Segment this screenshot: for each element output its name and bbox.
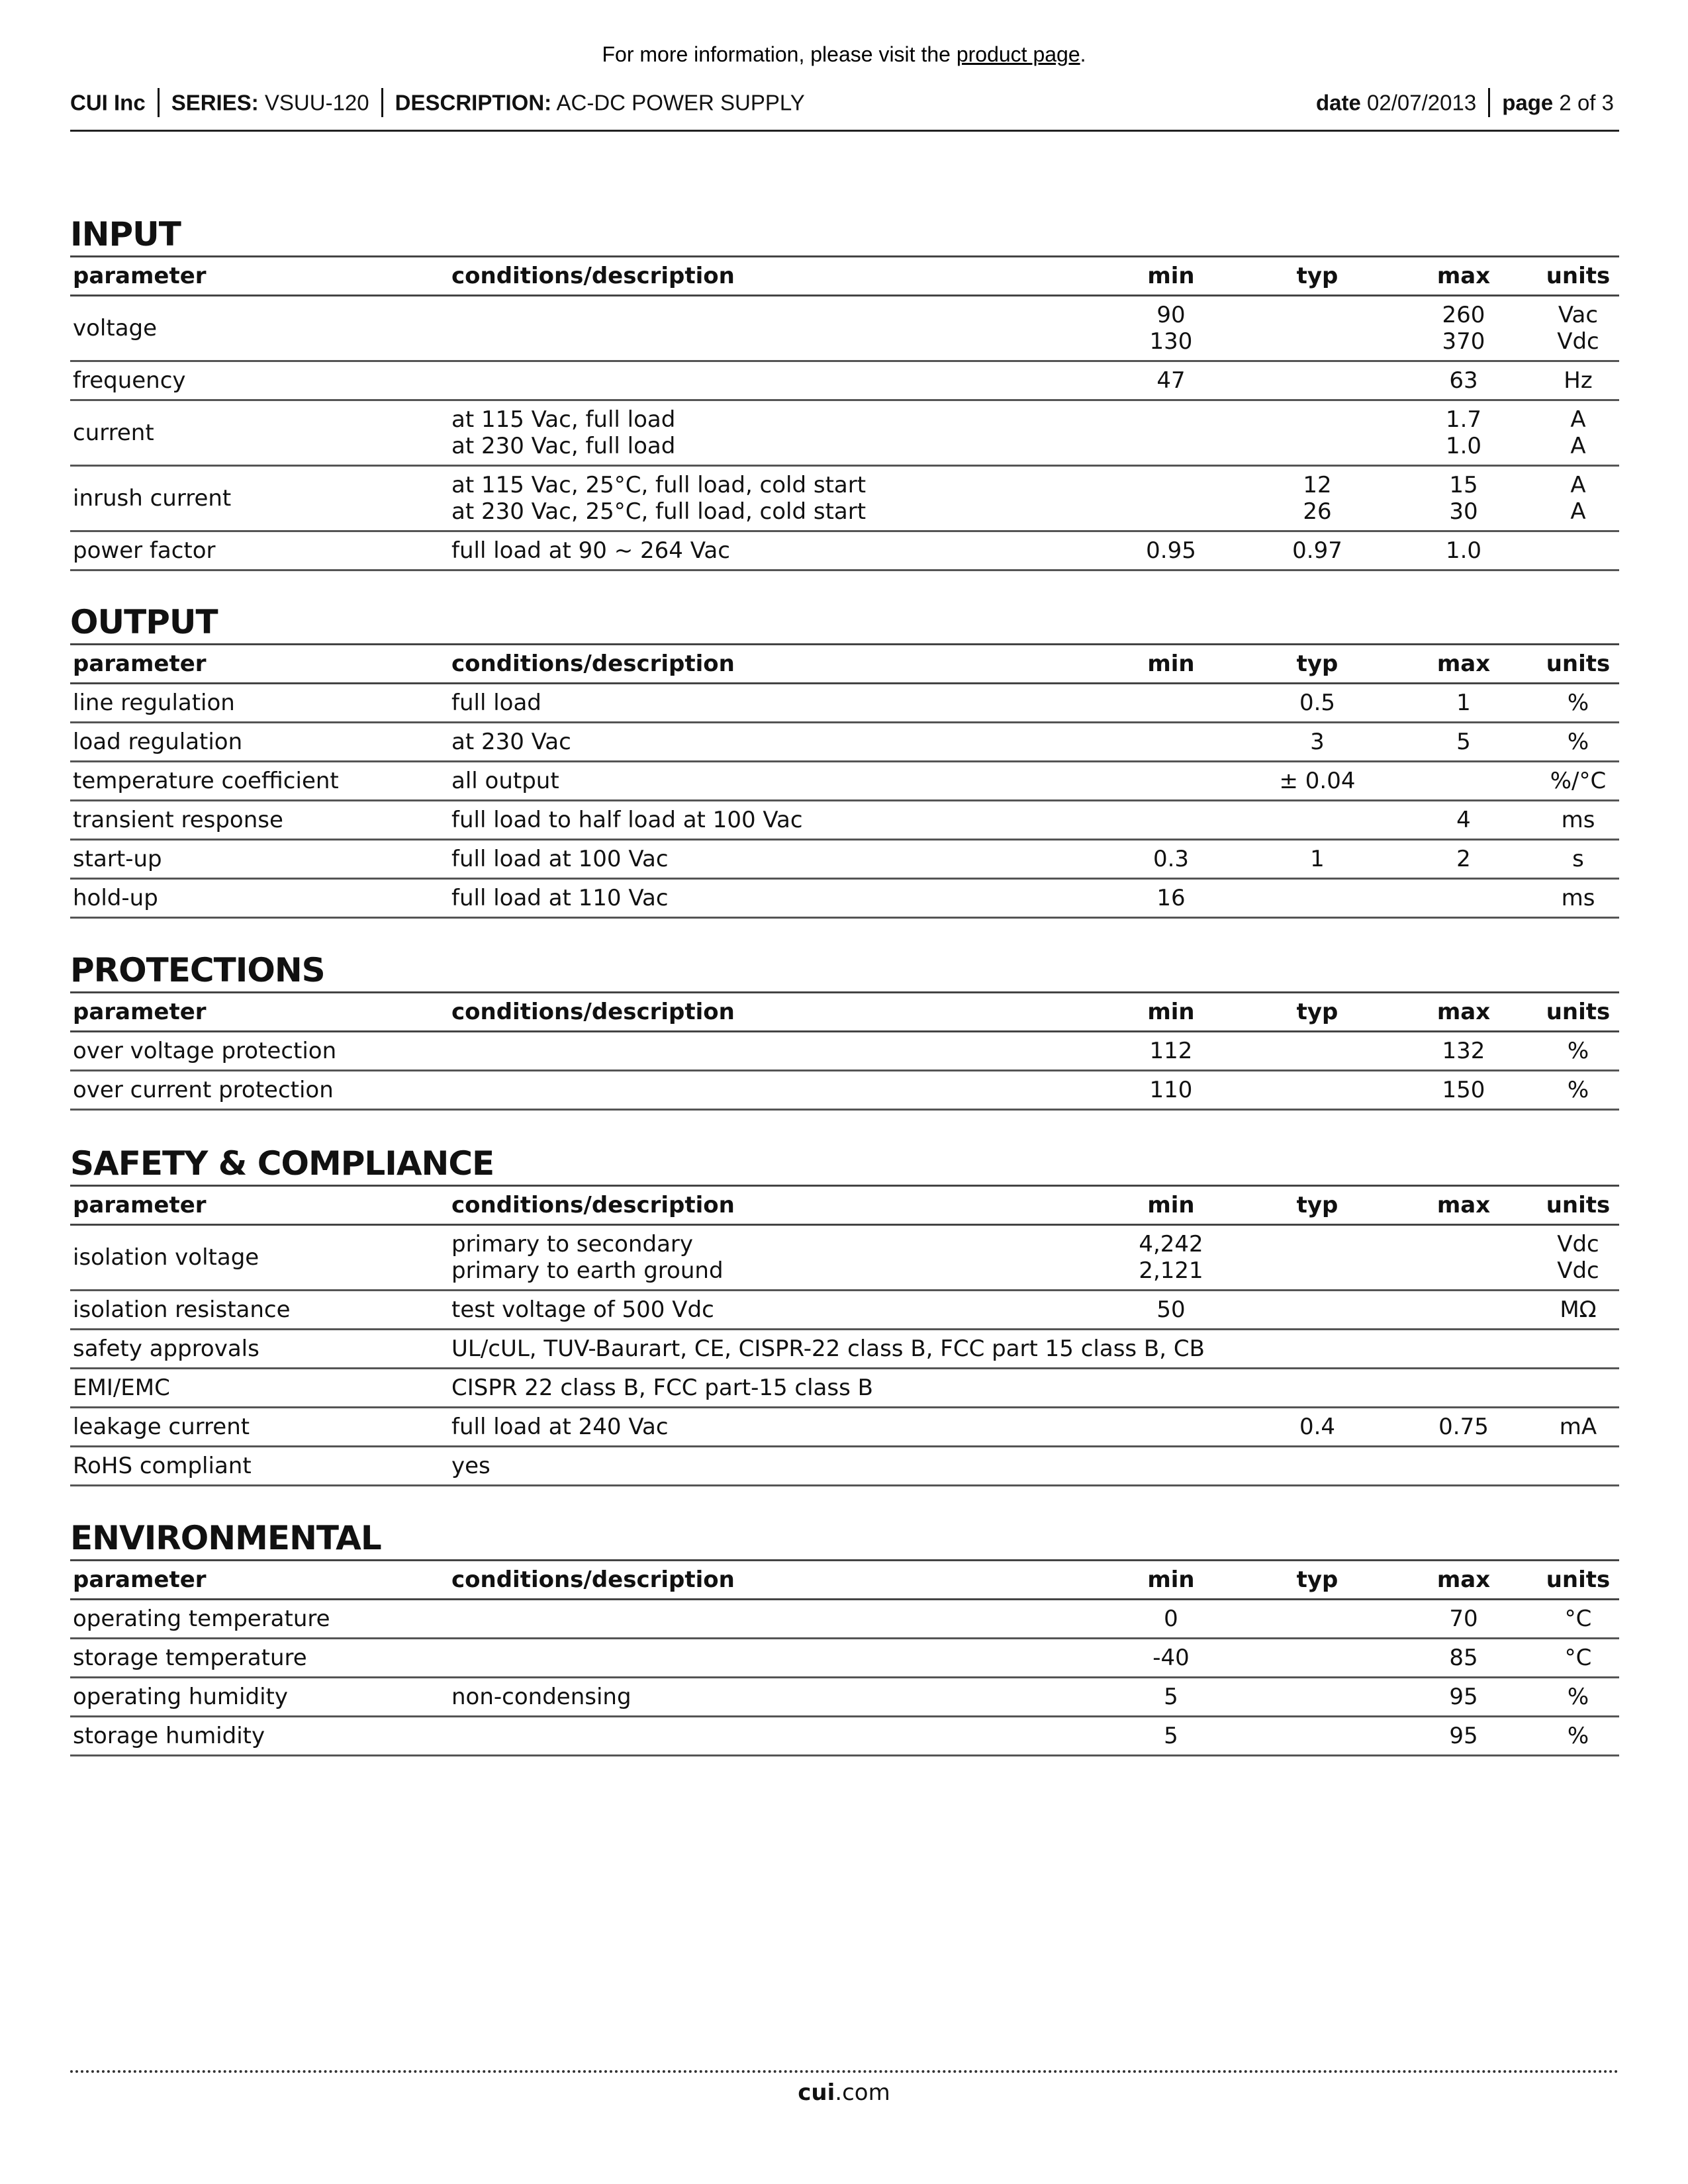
- typ-cell: 0.5: [1299, 690, 1336, 716]
- column-header: parameter: [73, 999, 207, 1025]
- units-cell: [1537, 466, 1619, 531]
- column-header: min: [1147, 263, 1195, 289]
- min-cell: [1098, 1369, 1244, 1408]
- column-header: max: [1436, 1567, 1491, 1593]
- conditions-cell: [449, 1639, 1098, 1678]
- table-row: [70, 840, 1619, 879]
- output-section: [70, 601, 1619, 919]
- column-header: typ: [1296, 651, 1338, 677]
- column-header: conditions/description: [451, 263, 735, 289]
- parameter-cell: load regulation: [73, 729, 243, 755]
- column-header: parameter: [73, 651, 207, 677]
- header-separator: [158, 88, 160, 117]
- cell-line: [1100, 433, 1242, 459]
- conditions-cell: CISPR 22 class B, FCC part-15 class B: [451, 1375, 873, 1401]
- column-header: conditions/description: [451, 1567, 735, 1593]
- conditions-cell: [449, 1225, 1098, 1291]
- typ-cell: [1244, 1447, 1390, 1486]
- page-label: page: [1502, 90, 1554, 115]
- parameter-cell: voltage: [73, 315, 158, 341]
- units-cell: ms: [1561, 807, 1595, 833]
- units-cell: Hz: [1564, 367, 1593, 394]
- cell-line: 15: [1449, 472, 1478, 498]
- max-cell: [1390, 466, 1537, 531]
- protections-section: [70, 949, 1619, 1111]
- product-page-link[interactable]: product page: [956, 42, 1080, 66]
- conditions-cell: [449, 1071, 1098, 1110]
- min-cell: 0.3: [1152, 846, 1190, 872]
- conditions-cell: [449, 361, 1098, 400]
- units-cell: °C: [1564, 1645, 1592, 1671]
- min-cell: [1098, 1225, 1244, 1291]
- units-cell: %: [1567, 1723, 1589, 1749]
- parameter-cell: EMI/EMC: [73, 1375, 170, 1401]
- series-value: VSUU-120: [264, 90, 369, 115]
- conditions-cell: full load at 240 Vac: [451, 1414, 669, 1440]
- min-cell: [1098, 296, 1244, 361]
- cell-line: 90: [1156, 302, 1186, 328]
- units-cell: [1537, 1447, 1619, 1486]
- typ-cell: [1244, 400, 1390, 466]
- parameter-cell: leakage current: [73, 1414, 250, 1440]
- conditions-cell: full load: [451, 690, 541, 716]
- parameter-cell: storage humidity: [73, 1723, 265, 1749]
- max-cell: [1390, 1225, 1537, 1291]
- min-cell: 5: [1164, 1684, 1178, 1710]
- column-header: max: [1436, 263, 1491, 289]
- safety-section-title: SAFETY & COMPLIANCE: [70, 1144, 494, 1183]
- parameter-cell: RoHS compliant: [73, 1453, 252, 1479]
- table-header-row: [70, 1561, 1619, 1600]
- column-header: conditions/description: [451, 651, 735, 677]
- table-row: [70, 1225, 1619, 1291]
- table-row: [70, 1447, 1619, 1486]
- units-cell: mA: [1559, 1414, 1597, 1440]
- typ-cell: [1244, 296, 1390, 361]
- typ-cell: [1244, 1225, 1390, 1291]
- cell-line: [451, 302, 1095, 328]
- units-cell: MΩ: [1560, 1297, 1597, 1323]
- footer-domain: .com: [835, 2079, 890, 2106]
- parameter-cell: inrush current: [73, 485, 232, 512]
- column-header: min: [1147, 1192, 1195, 1218]
- column-header: conditions/description: [451, 1192, 735, 1218]
- units-cell: [1537, 1225, 1619, 1291]
- cell-line: Vdc: [1557, 1257, 1599, 1284]
- conditions-cell: UL/cUL, TUV-Baurart, CE, CISPR-22 class B, FCC part 15 class B, CB: [451, 1336, 1205, 1362]
- column-header: units: [1546, 263, 1611, 289]
- column-header: min: [1147, 651, 1195, 677]
- input-spec-table: [70, 255, 1619, 571]
- max-cell: [1390, 400, 1537, 466]
- cell-line: [1247, 1231, 1387, 1257]
- document-header: [70, 90, 1619, 123]
- parameter-cell: storage temperature: [73, 1645, 307, 1671]
- date-label: date: [1316, 90, 1361, 115]
- max-cell: 150: [1442, 1077, 1485, 1103]
- conditions-cell: [449, 1600, 1098, 1639]
- cell-line: [1247, 406, 1387, 433]
- column-header: max: [1436, 999, 1491, 1025]
- max-cell: 63: [1449, 367, 1478, 394]
- cell-line: [1100, 406, 1242, 433]
- conditions-cell: [449, 296, 1098, 361]
- min-cell: [1098, 762, 1244, 801]
- cell-line: A: [1570, 472, 1586, 498]
- column-header: parameter: [73, 263, 207, 289]
- cell-line: Vdc: [1557, 1231, 1599, 1257]
- output-spec-table: [70, 643, 1619, 919]
- column-header: units: [1546, 651, 1611, 677]
- units-cell: [1537, 296, 1619, 361]
- max-cell: 95: [1449, 1723, 1478, 1749]
- table-header-row: [70, 257, 1619, 296]
- max-cell: 132: [1442, 1038, 1485, 1064]
- protections-spec-table: [70, 991, 1619, 1111]
- cell-line: 12: [1303, 472, 1332, 498]
- cell-line: 1.0: [1445, 433, 1482, 459]
- typ-cell: 3: [1310, 729, 1325, 755]
- company-name: CUI Inc: [70, 90, 146, 115]
- column-header: typ: [1296, 263, 1338, 289]
- table-row: [70, 1639, 1619, 1678]
- table-row: [70, 466, 1619, 531]
- date-value: 02/07/2013: [1367, 90, 1477, 115]
- typ-cell: [1244, 879, 1390, 918]
- units-cell: %/°C: [1550, 768, 1607, 794]
- max-cell: 1: [1456, 690, 1471, 716]
- min-cell: 16: [1156, 885, 1186, 911]
- table-row: [70, 296, 1619, 361]
- protections-section-title: PROTECTIONS: [70, 951, 325, 989]
- min-cell: 0.95: [1146, 537, 1196, 564]
- header-separator: [1488, 88, 1490, 117]
- typ-cell: [1244, 1291, 1390, 1330]
- cell-line: 260: [1442, 302, 1485, 328]
- safety-spec-table: [70, 1185, 1619, 1486]
- conditions-cell: full load to half load at 100 Vac: [451, 807, 803, 833]
- cell-line: 370: [1442, 328, 1485, 355]
- table-row: [70, 1032, 1619, 1071]
- min-cell: 112: [1149, 1038, 1193, 1064]
- max-cell: [1390, 879, 1537, 918]
- min-cell: 110: [1149, 1077, 1193, 1103]
- conditions-cell: yes: [451, 1453, 491, 1479]
- top-note: [0, 42, 1688, 67]
- footer-brand: cui: [798, 2079, 835, 2106]
- table-row: [70, 801, 1619, 840]
- conditions-cell: all output: [451, 768, 559, 794]
- parameter-cell: transient response: [73, 807, 283, 833]
- units-cell: s: [1572, 846, 1584, 872]
- conditions-cell: full load at 100 Vac: [451, 846, 669, 872]
- column-header: typ: [1296, 1567, 1338, 1593]
- table-row: [70, 1600, 1619, 1639]
- input-section-title: INPUT: [70, 215, 181, 253]
- conditions-cell: [449, 466, 1098, 531]
- table-row: [70, 1678, 1619, 1717]
- column-header: typ: [1296, 999, 1338, 1025]
- typ-cell: [1244, 361, 1390, 400]
- table-row: [70, 762, 1619, 801]
- max-cell: 70: [1449, 1606, 1478, 1632]
- table-row: [70, 723, 1619, 762]
- typ-cell: ± 0.04: [1279, 768, 1356, 794]
- min-cell: [1098, 801, 1244, 840]
- environmental-section: [70, 1517, 1619, 1756]
- cell-line: 2,121: [1139, 1257, 1203, 1284]
- cell-line: primary to earth ground: [451, 1257, 724, 1284]
- cell-line: A: [1570, 406, 1586, 433]
- cell-line: [1247, 1257, 1387, 1284]
- typ-cell: [1244, 1717, 1390, 1756]
- column-header: min: [1147, 1567, 1195, 1593]
- units-cell: °C: [1564, 1606, 1592, 1632]
- parameter-cell: over current protection: [73, 1077, 334, 1103]
- column-header: units: [1546, 1192, 1611, 1218]
- units-cell: [1537, 400, 1619, 466]
- typ-cell: [1244, 1071, 1390, 1110]
- parameter-cell: temperature coefficient: [73, 768, 339, 794]
- typ-cell: [1244, 1369, 1390, 1408]
- max-cell: 2: [1456, 846, 1471, 872]
- units-cell: ms: [1561, 885, 1595, 911]
- table-header-row: [70, 645, 1619, 684]
- cell-line: Vdc: [1557, 328, 1599, 355]
- min-cell: [1098, 1408, 1244, 1447]
- cell-line: at 115 Vac, 25°C, full load, cold start: [451, 472, 867, 498]
- cell-line: [1247, 433, 1387, 459]
- min-cell: [1098, 684, 1244, 723]
- min-cell: 50: [1156, 1297, 1186, 1323]
- column-header: max: [1436, 1192, 1491, 1218]
- min-cell: [1098, 723, 1244, 762]
- page-value: 2 of 3: [1559, 90, 1614, 115]
- max-cell: 5: [1456, 729, 1471, 755]
- table-row: [70, 1369, 1619, 1408]
- cell-line: [1247, 302, 1387, 328]
- table-row: [70, 1408, 1619, 1447]
- safety-section: [70, 1142, 1619, 1486]
- parameter-cell: hold-up: [73, 885, 158, 911]
- units-cell: [1537, 1369, 1619, 1408]
- units-cell: [1537, 531, 1619, 570]
- cell-line: A: [1570, 498, 1586, 525]
- parameter-cell: operating humidity: [73, 1684, 288, 1710]
- top-note-end: .: [1080, 42, 1086, 66]
- cell-line: primary to secondary: [451, 1231, 694, 1257]
- table-row: [70, 400, 1619, 466]
- min-cell: -40: [1152, 1645, 1190, 1671]
- cell-line: 4,242: [1139, 1231, 1203, 1257]
- typ-cell: 1: [1310, 846, 1325, 872]
- max-cell: [1390, 1369, 1537, 1408]
- cell-line: [1100, 498, 1242, 525]
- typ-cell: [1244, 1032, 1390, 1071]
- units-cell: %: [1567, 729, 1589, 755]
- typ-cell: [1244, 1600, 1390, 1639]
- table-row: [70, 1071, 1619, 1110]
- cell-line: A: [1570, 433, 1586, 459]
- cell-line: Vac: [1558, 302, 1599, 328]
- parameter-cell: power factor: [73, 537, 216, 564]
- min-cell: 5: [1164, 1723, 1178, 1749]
- max-cell: [1390, 296, 1537, 361]
- header-separator: [381, 88, 383, 117]
- min-cell: [1098, 400, 1244, 466]
- typ-cell: 0.4: [1299, 1414, 1336, 1440]
- max-cell: 85: [1449, 1645, 1478, 1671]
- typ-cell: [1244, 801, 1390, 840]
- cell-line: 130: [1149, 328, 1193, 355]
- max-cell: 1.0: [1445, 537, 1482, 564]
- parameter-cell: start-up: [73, 846, 162, 872]
- max-cell: [1390, 1447, 1537, 1486]
- column-header: units: [1546, 1567, 1611, 1593]
- table-row: [70, 1717, 1619, 1756]
- max-cell: 95: [1449, 1684, 1478, 1710]
- parameter-cell: over voltage protection: [73, 1038, 337, 1064]
- column-header: parameter: [73, 1192, 207, 1218]
- parameter-cell: safety approvals: [73, 1336, 259, 1362]
- column-header: conditions/description: [451, 999, 735, 1025]
- conditions-cell: [449, 1032, 1098, 1071]
- typ-cell: [1244, 466, 1390, 531]
- cell-line: [1393, 1231, 1534, 1257]
- footer-rule: [70, 2070, 1619, 2073]
- column-header: max: [1436, 651, 1491, 677]
- units-cell: %: [1567, 1077, 1589, 1103]
- min-cell: [1098, 466, 1244, 531]
- table-row: [70, 684, 1619, 723]
- cell-line: 26: [1303, 498, 1332, 525]
- min-cell: 0: [1164, 1606, 1178, 1632]
- parameter-cell: operating temperature: [73, 1606, 330, 1632]
- cell-line: at 230 Vac, full load: [451, 433, 676, 459]
- table-header-row: [70, 993, 1619, 1032]
- typ-cell: 0.97: [1292, 537, 1342, 564]
- cell-line: 30: [1449, 498, 1478, 525]
- cell-line: 1.7: [1445, 406, 1482, 433]
- parameter-cell: isolation resistance: [73, 1297, 291, 1323]
- max-cell: 0.75: [1438, 1414, 1489, 1440]
- environmental-section-title: ENVIRONMENTAL: [70, 1519, 381, 1557]
- top-note-text: For more information, please visit the: [602, 42, 957, 66]
- conditions-cell: [449, 1717, 1098, 1756]
- column-header: typ: [1296, 1192, 1338, 1218]
- min-cell: [1098, 1447, 1244, 1486]
- max-cell: [1390, 1291, 1537, 1330]
- units-cell: %: [1567, 1684, 1589, 1710]
- parameter-cell: current: [73, 420, 154, 446]
- column-header: parameter: [73, 1567, 207, 1593]
- conditions-cell: full load at 90 ~ 264 Vac: [451, 537, 730, 564]
- conditions-cell: at 230 Vac: [451, 729, 571, 755]
- conditions-cell: full load at 110 Vac: [451, 885, 669, 911]
- cell-line: [451, 328, 1095, 355]
- units-cell: %: [1567, 690, 1589, 716]
- series-label: SERIES:: [171, 90, 259, 115]
- min-cell: 47: [1156, 367, 1186, 394]
- units-cell: %: [1567, 1038, 1589, 1064]
- description-label: DESCRIPTION:: [395, 90, 552, 115]
- environmental-spec-table: [70, 1559, 1619, 1756]
- cell-line: [1100, 472, 1242, 498]
- header-rule: [70, 130, 1619, 132]
- cell-line: at 115 Vac, full load: [451, 406, 676, 433]
- conditions-cell: non-condensing: [451, 1684, 632, 1710]
- max-cell: [1390, 762, 1537, 801]
- table-row: [70, 361, 1619, 400]
- conditions-cell: [449, 400, 1098, 466]
- typ-cell: [1244, 1678, 1390, 1717]
- description-value: AC-DC POWER SUPPLY: [556, 90, 805, 115]
- column-header: units: [1546, 999, 1611, 1025]
- parameter-cell: isolation voltage: [73, 1244, 259, 1271]
- typ-cell: [1244, 1639, 1390, 1678]
- column-header: min: [1147, 999, 1195, 1025]
- conditions-cell: test voltage of 500 Vdc: [451, 1297, 714, 1323]
- cell-line: [1393, 1257, 1534, 1284]
- max-cell: 4: [1456, 807, 1471, 833]
- input-section: [70, 213, 1619, 571]
- output-section-title: OUTPUT: [70, 603, 218, 641]
- cell-line: at 230 Vac, 25°C, full load, cold start: [451, 498, 867, 525]
- footer: [0, 2079, 1688, 2106]
- table-row: [70, 1291, 1619, 1330]
- parameter-cell: frequency: [73, 367, 186, 394]
- parameter-cell: line regulation: [73, 690, 235, 716]
- table-row: [70, 1330, 1619, 1369]
- table-row: [70, 879, 1619, 918]
- table-row: [70, 531, 1619, 570]
- table-header-row: [70, 1186, 1619, 1225]
- cell-line: [1247, 328, 1387, 355]
